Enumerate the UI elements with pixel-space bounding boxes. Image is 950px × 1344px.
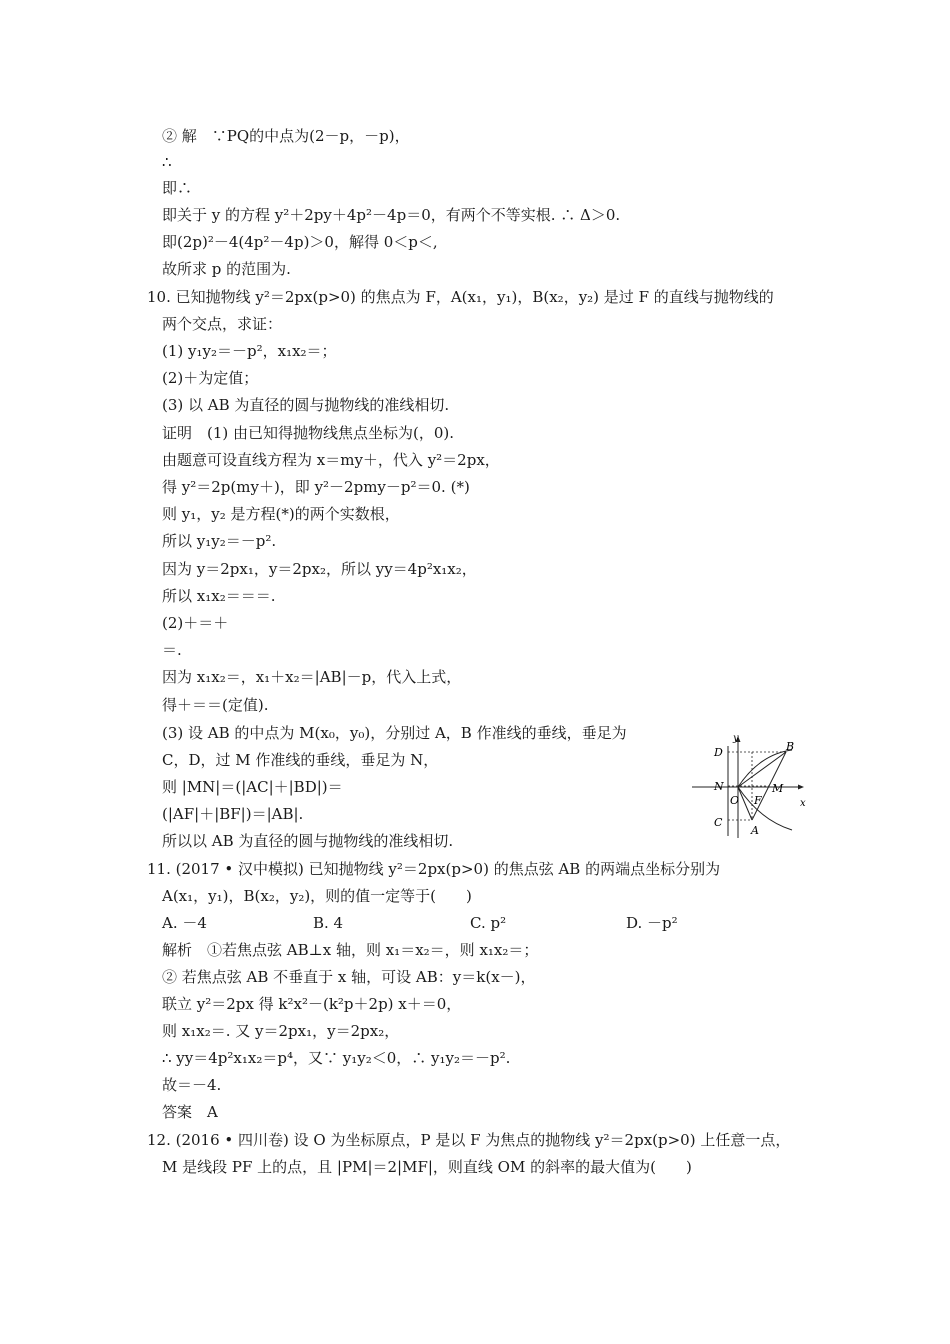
proof-line: 所以 y₁y₂＝－p². <box>162 532 277 550</box>
parabola-diagram <box>688 730 814 840</box>
proof-line: ＝. <box>162 641 182 659</box>
proof-line: 证明 (1) 由已知得抛物线焦点坐标为(，0). <box>162 424 455 442</box>
option-b: B. 4 <box>313 914 344 932</box>
proof-conclusion: 所以以 AB 为直径的圆与抛物线的准线相切. <box>162 832 454 850</box>
label-x: x <box>800 798 806 809</box>
problem-11-statement-cont: A(x₁，y₁)，B(x₂，y₂)，则的值一定等于( ) <box>162 887 472 905</box>
answer-line: 答案 A <box>162 1103 218 1121</box>
proof-line: 得 y²＝2p(my＋)，即 y²－2pmy－p²＝0. (*) <box>162 478 470 496</box>
problem-10-part-3: (3) 以 AB 为直径的圆与抛物线的准线相切. <box>162 396 450 414</box>
label-f: F <box>754 794 762 807</box>
parabola-curve <box>738 750 792 830</box>
label-y: y <box>733 733 739 744</box>
conclusion-line: 故所求 p 的范围为. <box>162 260 291 278</box>
label-o: O <box>730 794 740 807</box>
x-axis-arrow <box>798 785 804 790</box>
label-c: C <box>714 816 723 829</box>
proof-line: 因为 y＝2px₁，y＝2px₂，所以 yy＝4p²x₁x₂， <box>162 560 477 578</box>
label-d: D <box>714 746 723 759</box>
derivation-line: 即(2p)²－4(4p²－4p)＞0，解得 0＜p＜, <box>162 233 438 251</box>
derivation-line: 即∴ <box>162 179 193 197</box>
problem-10-part-2: (2)＋为定值； <box>162 369 259 387</box>
label-b: B <box>786 740 795 753</box>
analysis-line: 联立 y²＝2px 得 k²x²－(k²p＋2p) x＋＝0， <box>162 995 462 1013</box>
therefore-line: ∴ <box>162 153 172 171</box>
analysis-line: 则 x₁x₂＝. 又 y＝2px₁，y＝2px₂， <box>162 1022 400 1040</box>
analysis-line: ② 若焦点弦 AB 不垂直于 x 轴，可设 AB：y＝k(x－)， <box>162 968 536 986</box>
segment-oa <box>738 787 752 820</box>
derivation-line: 即关于 y 的方程 y²＋2py＋4p²－4p＝0，有两个不等实根. ∴ Δ＞0. <box>162 206 621 224</box>
problem-12-statement-cont: M 是线段 PF 上的点，且 |PM|＝2|MF|，则直线 OM 的斜率的最大值为( ) <box>162 1158 692 1176</box>
option-d: D. －p² <box>626 914 678 932</box>
label-m: M <box>772 782 784 795</box>
problem-10-statement-cont: 两个交点，求证： <box>162 315 283 333</box>
proof-line: 则 |MN|＝(|AC|＋|BD|)＝ <box>162 778 343 796</box>
solution-step-2: ② 解 ∵PQ的中点为(2－p，－p)， <box>162 127 410 145</box>
proof-line: (2)＋＝＋ <box>162 614 229 632</box>
option-a: A. －4 <box>162 914 207 932</box>
problem-11-statement: 11. (2017 • 汉中模拟) 已知抛物线 y²＝2px(p>0) 的焦点弦 AB 的两端点坐标分别为 <box>147 860 721 878</box>
problem-10-part-1: (1) y₁y₂＝－p²，x₁x₂＝； <box>162 342 337 360</box>
analysis-line: 故＝－4. <box>162 1076 222 1094</box>
proof-line: (3) 设 AB 的中点为 M(x₀，y₀)，分别过 A，B 作准线的垂线，垂足为 <box>162 724 627 742</box>
option-c: C. p² <box>470 914 507 932</box>
label-a: A <box>751 824 759 837</box>
proof-line: 所以 x₁x₂＝＝＝. <box>162 587 276 605</box>
analysis-line: 解析 ①若焦点弦 AB⊥x 轴，则 x₁＝x₂＝，则 x₁x₂＝； <box>162 941 539 959</box>
proof-line: 得＋＝＝(定值). <box>162 696 269 714</box>
proof-line: C，D，过 M 作准线的垂线，垂足为 N， <box>162 751 439 769</box>
proof-line: 由题意可设直线方程为 x＝my＋，代入 y²＝2px， <box>162 451 500 469</box>
parabola-figure <box>688 730 814 840</box>
problem-12-statement: 12. (2016 • 四川卷) 设 O 为坐标原点，P 是以 F 为焦点的抛物线 y²＝2px(p>0) 上任意一点， <box>147 1131 791 1149</box>
problem-10-statement: 10. 已知抛物线 y²＝2px(p>0) 的焦点为 F，A(x₁，y₁)，B(x₂，y₂) 是过 F 的直线与抛物线的 <box>147 288 774 306</box>
proof-line: 因为 x₁x₂＝，x₁＋x₂＝|AB|－p，代入上式， <box>162 668 462 686</box>
label-n: N <box>714 780 724 793</box>
analysis-line: ∴ yy＝4p²x₁x₂＝p⁴，又∵ y₁y₂＜0，∴ y₁y₂＝－p². <box>162 1049 511 1067</box>
proof-line: 则 y₁，y₂ 是方程(*)的两个实数根， <box>162 505 400 523</box>
proof-line: (|AF|＋|BF|)＝|AB|. <box>162 805 304 823</box>
